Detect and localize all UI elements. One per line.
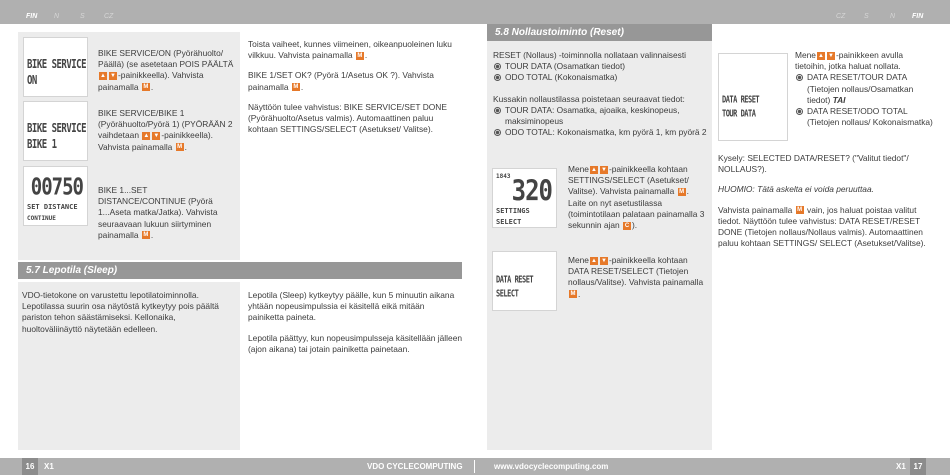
mode-key-icon: M xyxy=(357,52,363,59)
page-number-right: 17 xyxy=(910,458,926,475)
down-key-icon: ▼ xyxy=(110,73,116,80)
lcd-bike-service-on: BIKE SERVICE ON xyxy=(23,37,88,97)
lang-fin: FIN xyxy=(26,13,38,20)
up-key-icon: ▲ xyxy=(817,52,824,59)
brand-label: VDO CYCLECOMPUTING xyxy=(367,462,463,471)
lcd-set-distance: 00750 SET DISTANCE CONTINUE xyxy=(23,166,88,226)
lang-n-right: N xyxy=(890,13,896,20)
top-bar xyxy=(0,0,950,24)
lang-cz-right: CZ xyxy=(836,13,846,20)
list-item: TOUR DATA (Osamatkan tiedot) xyxy=(493,61,708,72)
text-data-reset: Mene ▲ ▼ -painikkeella kohtaan DATA RESET/SELECT (Tietojen nollaus/Valitse). Vahvista painamalla M . xyxy=(568,255,704,299)
mode-key-icon: M xyxy=(143,84,149,91)
footer xyxy=(0,458,950,475)
list-item: ODO TOTAL (Kokonaismatka) xyxy=(493,72,708,83)
mode-key-icon: M xyxy=(679,189,685,196)
lang-n: N xyxy=(54,13,60,20)
lang-s-right: S xyxy=(864,13,869,20)
down-key-icon: ▼ xyxy=(827,52,834,59)
section-title-reset: 5.8 Nollaustoiminto (Reset) xyxy=(487,24,712,41)
website-url: www.vdocyclecomputing.com xyxy=(494,462,609,471)
reset-intro: RESET (Nollaus) -toiminnolla nollataan valinnaisesti TOUR DATA (Osamatkan tiedot) ODO TOTAL (Kokonaismatka) Kussakin nollaustilassa poistetaan seuraavat tiedot: TOUR DATA: Osamatka, ajoaika, keskinopeus, maksiminopeus ODO TOTAL: Kokonaismatka, km pyörä 1, km pyörä 2 xyxy=(493,50,707,138)
up-key-icon: ▲ xyxy=(590,166,597,173)
mode-key-icon: M xyxy=(293,84,299,91)
text-bike-service-on: BIKE SERVICE/ON (Pyörähuolto/ Päällä) (se asetetaan POIS PÄÄLTÄ ▲ ▼ -painikkeella). Vahvista painamalla M . xyxy=(98,48,234,92)
clear-key-icon: C xyxy=(624,222,630,229)
mode-key-icon: M xyxy=(177,144,183,151)
lcd-settings-select: 1843 320 SETTINGS SELECT xyxy=(492,168,557,228)
sleep-text-2: Lepotila (Sleep) kytkeytyy päälle, kun 5 minuutin aikana yhtään nopeusimpulssia ei käsitellä eikä mitään painiketta paineta. Lepotila päättyy, kun nopeusimpulsseja käsitellään jälleen (ajon aikana) tai jotain painiketta painetaan. xyxy=(248,290,463,354)
text-bike-service-bike1: BIKE SERVICE/BIKE 1 (Pyörähuolto/Pyörä 1) (PYÖRÄÄN 2 vaihdetaan ▲ ▼ -painikkeella). Vahvista painamalla M . xyxy=(98,108,233,152)
lang-cz: CZ xyxy=(104,13,114,20)
mode-key-icon: M xyxy=(143,232,149,239)
model-right: X1 xyxy=(896,462,906,471)
text-bike-distance: BIKE 1...SET DISTANCE/CONTINUE (Pyörä 1...Aseta matka/Jatka). Vahvista seuraavaan lukuun siirtyminen painamalla M . xyxy=(98,185,218,240)
list-item: ODO TOTAL: Kokonaismatka, km pyörä 1, km pyörä 2 xyxy=(493,127,708,138)
lang-fin-right: FIN xyxy=(912,13,924,20)
list-item: DATA RESET/ODO TOTAL (Tietojen nollaus/ Kokonaismatka) xyxy=(795,106,935,128)
mode-key-icon: M xyxy=(797,207,803,214)
lang-s: S xyxy=(80,13,85,20)
lcd-data-reset-tour: DATA RESET TOUR DATA xyxy=(718,53,788,141)
down-key-icon: ▼ xyxy=(600,257,607,264)
up-key-icon: ▲ xyxy=(143,133,150,140)
down-key-icon: ▼ xyxy=(153,133,160,140)
section-title-sleep: 5.7 Lepotila (Sleep) xyxy=(18,262,462,279)
left-column-2: Toista vaiheet, kunnes viimeinen, oikeanpuoleinen luku vilkkuu. Vahvista painamalla M . BIKE 1/SET OK? (Pyörä 1/Asetus OK ?). Vahvista painamalla M . Näyttöön tulee vahvistus: BIKE SERVICE/SET DONE (Pyörähuolto/Asetus valmis). Automaattinen paluu kohtaan SETTINGS/SELECT (Asetukset/ Valitse). xyxy=(248,39,452,135)
text-select-data: Mene ▲ ▼ -painikkeen avulla tietoihin, jotka haluat nollata. DATA RESET/TOUR DATA (Tietojen nollaus/Osamatkan tiedot) TAI DATA RESET/ODO TOTAL (Tietojen nollaus/ Kokonaismatka) xyxy=(795,50,935,128)
lcd-bike-service-bike1: BIKE SERVICE BIKE 1 xyxy=(23,101,88,161)
list-item: DATA RESET/TOUR DATA (Tietojen nollaus/Osamatkan tiedot) TAI xyxy=(795,72,935,106)
page-number-left: 16 xyxy=(22,458,38,475)
list-item: TOUR DATA: Osamatka, ajoaika, keskinopeus, maksiminopeus xyxy=(493,105,708,127)
model-left: X1 xyxy=(44,462,54,471)
reset-confirm-text: Kysely: SELECTED DATA/RESET? ("Valitut tiedot"/ NOLLAUS?). HUOMIO: Tätä askelta ei voida peruuttaa. Vahvista painamalla M vain, jos haluat poistaa valitut tiedot. Näyttöön tulee vahvistus: DATA RESET/RESET DONE (Tietojen nollaus/Nollaus valmis). Automaattinen paluu kohtaan SETTINGS/ SELECT (Asetukset/Valitse). xyxy=(718,153,926,249)
text-settings: Mene ▲ ▼ -painikkeella kohtaan SETTINGS/SELECT (Asetukset/ Valitse). Vahvista painamalla M . Laite on nyt asetustilassa (toimintotilaan palataan painamalla 3 sekunnin ajan C ). xyxy=(568,164,705,230)
up-key-icon: ▲ xyxy=(590,257,597,264)
down-key-icon: ▼ xyxy=(600,166,607,173)
mode-key-icon: M xyxy=(570,291,576,298)
up-key-icon: ▲ xyxy=(100,73,106,80)
page-divider xyxy=(474,460,475,473)
sleep-text-1: VDO-tietokone on varustettu lepotilatoiminnolla. Lepotilassa suurin osa näytöstä kytkeytyy pois päältä pariston tehon säästämiseksi. Kellonaika, huoltoväliinäyttö näytetään edelleen. xyxy=(22,290,219,334)
lcd-data-reset-select: DATA RESET SELECT xyxy=(492,251,557,311)
